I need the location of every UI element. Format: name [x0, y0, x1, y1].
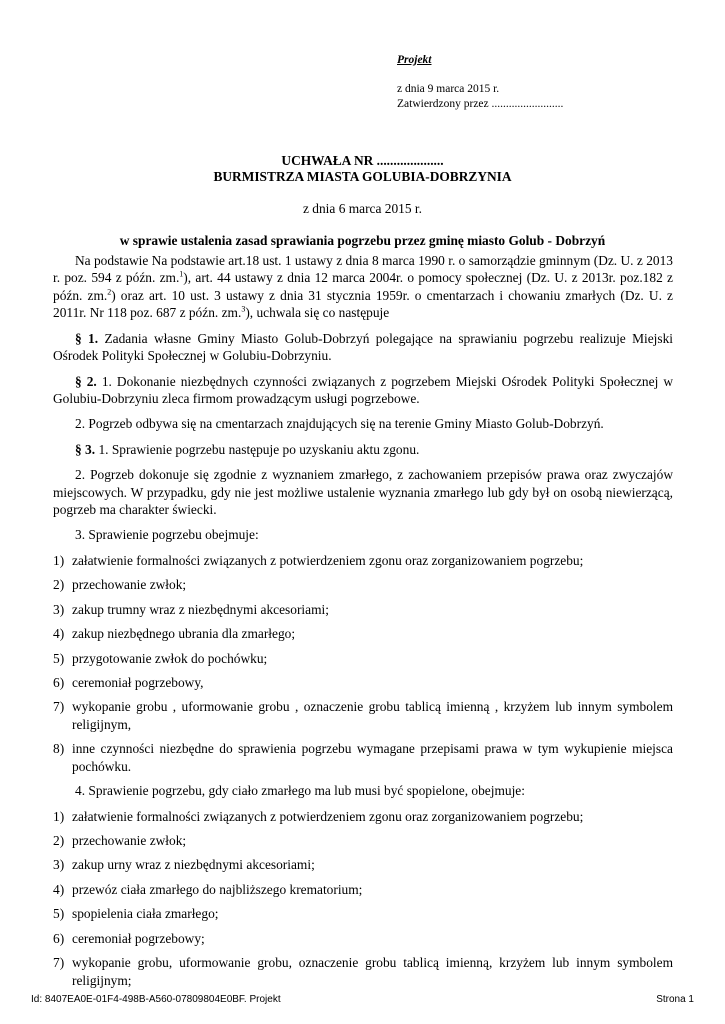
list-item: 7) wykopanie grobu , uformowanie grobu , oznaczenie grobu tablicą imienną , krzyżem lub innym symbolem religijnym, — [53, 699, 673, 732]
document-body — [53, 252, 673, 996]
resolution-subject: w sprawie ustalenia zasad sprawiania pogrzebu przez gminę miasto Golub - Dobrzyń — [119, 233, 606, 248]
projekt-label: Projekt — [397, 54, 432, 66]
list-item: 3) zakup urny wraz z niezbędnymi akcesoriami; — [53, 857, 315, 873]
section-2-paragraph-2: 2. Pogrzeb odbywa się na cmentarzach znajdujących się na terenie Gminy Miasto Golub-Dobrzyń. — [75, 416, 604, 432]
section-1: § 1. Zadania własne Gminy Miasto Golub-Dobrzyń polegające na sprawianiu pogrzebu realizuje Miejski Ośrodek Polityki Społecznej w Golubiu-Dobrzyniu. — [53, 330, 674, 364]
section-3-paragraph-2: 2. Pogrzeb dokonuje się zgodnie z wyznaniem zmarłego, z zachowaniem przepisów prawa oraz zwyczajów miejscowych. W przypadku, gdy nie jest możliwe ustalenie wyznania zmarłego lub gdy był on osobą niewierzącą, pogrzeb ma charakter świecki. — [53, 467, 673, 518]
list-item: 5) przygotowanie zwłok do pochówku; — [53, 650, 268, 666]
section-mark: § 2. — [75, 373, 97, 389]
section-2: § 2. 1. Dokonanie niezbędnych czynności związanych z pogrzebem Miejski Ośrodek Polityki Społecznej w Golubiu-Dobrzyniu zleca firmom prowadzącym usługi pogrzebowe. — [53, 373, 673, 406]
resolution-date: z dnia 6 marca 2015 r. — [303, 201, 422, 216]
footnote-ref-2: 2 — [107, 287, 112, 297]
page-number: Strona 1 — [656, 994, 694, 1005]
header-date: z dnia 9 marca 2015 r. — [397, 82, 500, 95]
document-id-footer: Id: 8407EA0E-01F4-498B-A560-07809804E0BF. Projekt — [31, 994, 281, 1005]
header-block — [397, 53, 563, 112]
list-burial-services — [53, 552, 673, 775]
list-cremation-services — [53, 808, 673, 989]
list-item: 2) przechowanie zwłok; — [53, 832, 187, 848]
list-item: 1) załatwienie formalności związanych z potwierdzeniem zgonu oraz zorganizowaniem pogrzebu; — [53, 552, 584, 568]
section-mark: § 1. — [75, 330, 99, 346]
list-item: 5) spopielenia ciała zmarłego; — [53, 906, 219, 922]
list-item: 7) wykopanie grobu, uformowanie grobu, oznaczenie grobu tablicą imienną, krzyżem lub innym symbolem religijnym; — [53, 955, 673, 988]
section-3-paragraph-4: 4. Sprawienie pogrzebu, gdy ciało zmarłego ma lub musi być spopielone, obejmuje: — [75, 783, 525, 799]
footnote-ref-3: 3 — [241, 304, 246, 314]
list-item: 1) załatwienie formalności związanych z potwierdzeniem zgonu oraz zorganizowaniem pogrzebu; — [53, 808, 584, 824]
list-item: 3) zakup trumny wraz z niezbędnymi akcesoriami; — [53, 601, 329, 617]
resolution-number: UCHWAŁA NR .................... — [281, 153, 444, 168]
section-mark: § 3. — [75, 441, 96, 457]
list-item: 4) zakup niezbędnego ubrania dla zmarłego; — [53, 626, 296, 642]
list-item: 6) ceremoniał pogrzebowy, — [53, 675, 204, 691]
list-item: 6) ceremoniał pogrzebowy; — [53, 930, 205, 946]
section-3-paragraph-3: 3. Sprawienie pogrzebu obejmuje: — [75, 527, 259, 543]
header-approved: Zatwierdzony przez ......................... — [397, 97, 564, 110]
footnote-ref-1: 1 — [179, 269, 184, 279]
list-item: 4) przewóz ciała zmarłego do najbliższego krematorium; — [53, 881, 363, 897]
resolution-issuer: BURMISTRZA MIASTA GOLUBIA-DOBRZYNIA — [213, 169, 512, 184]
section-3: § 3. 1. Sprawienie pogrzebu następuje po uzyskaniu aktu zgonu. — [75, 441, 420, 457]
list-item: 2) przechowanie zwłok; — [53, 577, 187, 593]
list-item: 8) inne czynności niezbędne do sprawienia pogrzebu wymagane przepisami prawa w tym wykupienie miejsca pochówku. — [53, 741, 673, 774]
preamble: Na podstawie Na podstawie art.18 ust. 1 ustawy z dnia 8 marca 1990 r. o samorządzie gminnym (Dz. U. z 2013 r. poz. 594 z późn. zm.$^1$), art. 44 ustawy z dnia 12 marca 2004r. o pomocy społecznej (Dz. U. z 2013r. poz.182 z późn. zm.$^2$) oraz art. 10 ust. 3 ustawy z dnia 31 stycznia 1959r. o cmentarzach i chowaniu zmarłych (Dz. U. z 2011r. Nr 118 poz. 687 z późn. zm.$^3$), uchwala się co następuje — [53, 253, 673, 321]
